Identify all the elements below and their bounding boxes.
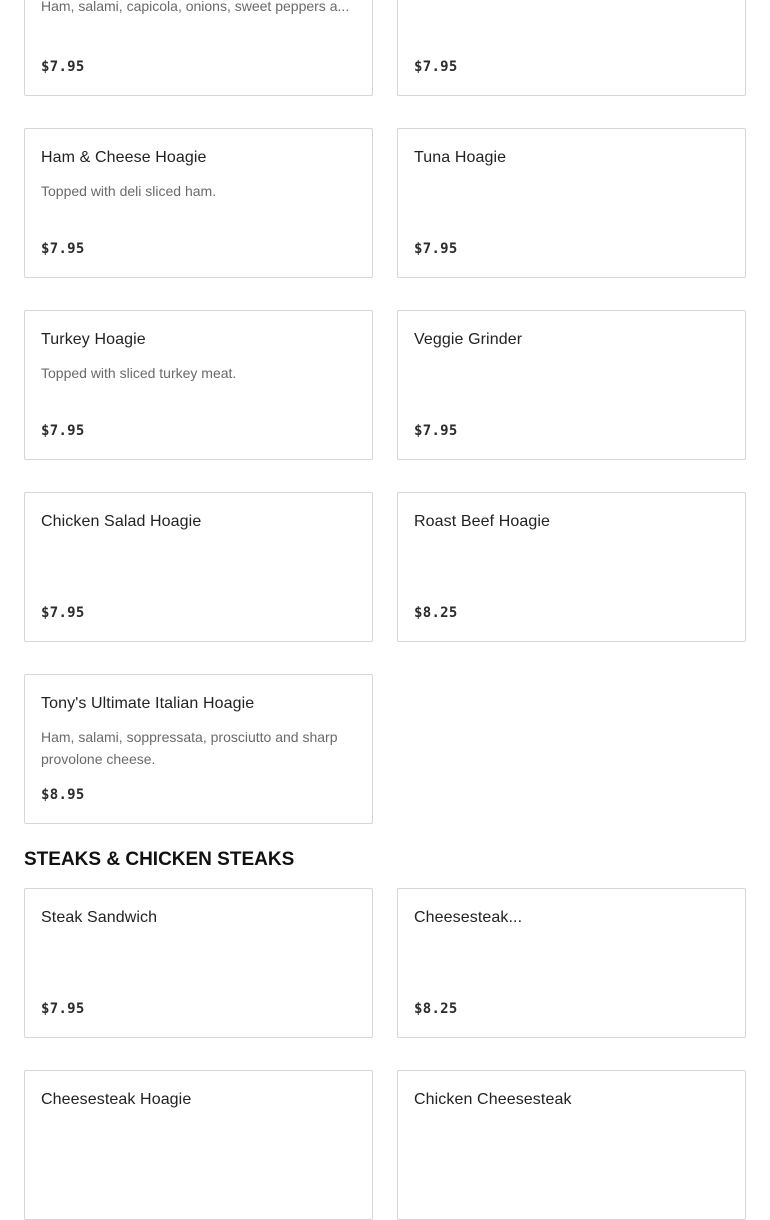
menu-item-description: Ham, salami, soppressata, prosciutto and sharp provolone cheese. (41, 729, 338, 767)
menu-item-price: $7.95 (41, 241, 85, 257)
menu-item-card[interactable] (397, 492, 746, 642)
menu-item-price: $8.25 (414, 1001, 458, 1017)
menu-item-card[interactable] (397, 128, 746, 278)
menu-item-price: $8.95 (41, 787, 85, 803)
menu-item-description: Topped with sliced turkey meat. (41, 365, 237, 381)
menu-item-card[interactable] (24, 674, 373, 824)
menu-item-price: $7.95 (414, 241, 458, 257)
menu-item-card[interactable] (397, 888, 746, 1038)
menu-item-name: Ham & Cheese Hoagie (41, 149, 207, 166)
menu-item-card[interactable] (24, 1070, 373, 1220)
menu-item-card[interactable] (397, 310, 746, 460)
menu-item-name: Chicken Cheesesteak (414, 1091, 572, 1108)
menu-item-name: Tuna Hoagie (414, 149, 507, 166)
menu-item-price: $7.95 (41, 605, 85, 621)
menu-item-card[interactable] (24, 492, 373, 642)
menu-item-name: Veggie Grinder (414, 331, 523, 348)
menu-item-price: $8.25 (414, 605, 458, 621)
menu-item-price: $7.95 (414, 423, 458, 439)
menu-item-card[interactable] (24, 888, 373, 1038)
menu-item-name: Turkey Hoagie (41, 331, 146, 348)
menu-item-price: $7.95 (41, 423, 85, 439)
menu-item-card[interactable] (24, 128, 373, 278)
menu-item-price: $7.95 (41, 59, 85, 75)
menu-item-price: $7.95 (41, 1001, 85, 1017)
menu-item-name: Cheesesteak Hoagie (41, 1091, 192, 1108)
menu-item-card[interactable] (397, 0, 746, 96)
menu-item-description: Ham, salami, capicola, onions, sweet peppers a... (41, 0, 350, 14)
menu-item-card[interactable] (24, 310, 373, 460)
menu-item-card[interactable] (24, 0, 373, 96)
menu-item-name: Steak Sandwich (41, 909, 158, 926)
menu-item-name: Chicken Salad Hoagie (41, 513, 202, 530)
menu-item-name: Cheesesteak... (414, 909, 523, 926)
menu-item-description: Topped with deli sliced ham. (41, 183, 217, 199)
menu-item-name: Roast Beef Hoagie (414, 513, 551, 530)
section-title: STEAKS & CHICKEN STEAKS (24, 849, 295, 870)
menu-item-name: Tony's Ultimate Italian Hoagie (41, 695, 255, 712)
menu-item-card[interactable] (397, 1070, 746, 1220)
menu-item-price: $7.95 (414, 59, 458, 75)
